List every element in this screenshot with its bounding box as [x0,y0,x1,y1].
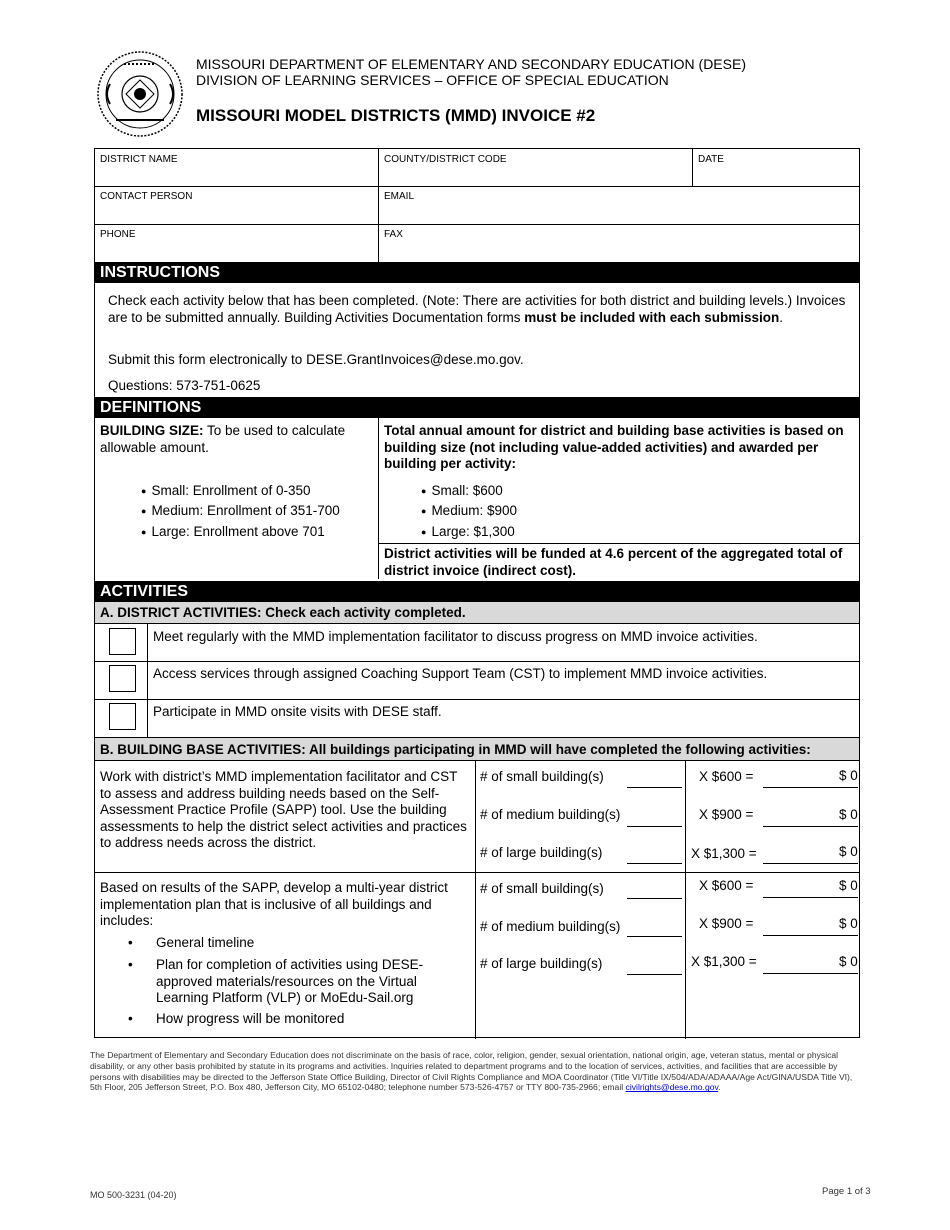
activities-heading: ACTIVITIES [95,581,859,601]
county-district-code-label: COUNTY/DISTRICT CODE [384,154,507,165]
rate-large-1: X $1,300 = [691,846,757,861]
large-count-label-2: # of large building(s) [480,956,603,971]
total-medium-1: $ 0 [839,807,858,822]
definitions-heading: DEFINITIONS [95,397,859,418]
building-activity-2: Based on results of the SAPP, develop a multi-year district implementation plan that is inclusive of all buildings and includes: [100,880,448,928]
submit-instructions: Submit this form electronically to DESE.GrantInvoices@dese.mo.gov. [108,352,524,367]
rate-small-1: X $600 = [699,769,754,784]
large-count-input-2[interactable] [627,974,682,975]
district-activity-3: Participate in MMD onsite visits with DESE staff. [153,704,442,719]
small-count-input-1[interactable] [627,787,682,788]
rate-large-2: X $1,300 = [691,954,757,969]
rate-medium-2: X $900 = [699,916,754,931]
building-activity-1: Work with district’s MMD implementation facilitator and CST to assess and address building needs based on the Self-Assessment Practice Profile (SAPP) tool. Use the building assessments to help the district select activities and practices to address needs across the district. [100,769,467,850]
size-medium: ● Medium: Enrollment of 351-700 [141,503,340,521]
medium-count-input-1[interactable] [627,826,682,827]
instructions-heading: INSTRUCTIONS [95,262,859,283]
county-district-code-field[interactable] [384,154,507,165]
size-large: ● Large: Enrollment above 701 [141,524,325,542]
questions-phone: Questions: 573-751-0625 [108,378,261,393]
amount-large: ● Large: $1,300 [421,524,515,542]
total-small-2: $ 0 [839,878,858,893]
nondiscrimination-notice: The Department of Elementary and Secondary Education does not discriminate on the basis of race, color, religion, gender, sexual orientation, national origin, age, veteran status, mental or physical disability, or any other basis prohibited by statute in its programs and activities. Inquiries related to department programs and to the location of services, activities, and facilities that are accessible by persons with disabilities may be directed to the Jefferson State Office Building, Director of Civil Rights Compliance and MOA Coordinator (Title VI/Title IX/504/ADA/ADAAA/Age Act/GINA/USDA Title VI), 5th Floor, 205 Jefferson Street, P.O. Box 480, Jefferson City, MO 65102-0480; telephone number 573-526-4757 or TTY 800-735-2966; email civilrights@dese.mo.gov. [90,1050,853,1093]
form-number: MO 500-3231 (04-20) [90,1190,177,1200]
district-activity-checkbox-2[interactable] [109,665,136,692]
plan-bullet-2: • Plan for completion of activities using DESE-approved materials/resources on the Virtual Learning Platform (VLP) or MoEdu-Sail.org [128,957,424,1005]
district-name-label: DISTRICT NAME [100,154,178,165]
size-small: ● Small: Enrollment of 0-350 [141,483,311,501]
amount-small: ● Small: $600 [421,483,503,501]
small-count-input-2[interactable] [627,898,682,899]
total-large-2: $ 0 [839,954,858,969]
instructions-text: Check each activity below that has been completed. (Note: There are activities for both district and building levels.) Invoices are to be submitted annually. Building Activities Documentation forms must be included with each submission. [108,293,846,325]
missouri-state-seal [96,50,184,138]
district-funding-note: District activities will be funded at 4.6 percent of the aggregated total of district invoice (indirect cost). [384,546,843,578]
district-activity-checkbox-3[interactable] [109,703,136,730]
small-count-label-1: # of small building(s) [480,769,604,784]
large-count-input-1[interactable] [627,863,682,864]
phone-field[interactable] [100,229,136,240]
district-activity-1: Meet regularly with the MMD implementation facilitator to discuss progress on MMD invoice activities. [153,629,758,644]
contact-person-field[interactable] [100,191,192,202]
large-count-label-1: # of large building(s) [480,845,603,860]
total-amount-definition: Total annual amount for district and building base activities is based on building size (not including value-added activities) and awarded per building per activity: [384,423,844,471]
plan-bullet-3: • How progress will be monitored [128,1011,345,1026]
amount-medium: ● Medium: $900 [421,503,517,521]
email-field[interactable] [384,191,414,202]
division-name: DIVISION OF LEARNING SERVICES – OFFICE OF SPECIAL EDUCATION [196,72,669,88]
medium-count-label-2: # of medium building(s) [480,919,621,934]
invoice-form [94,148,860,1038]
medium-count-label-1: # of medium building(s) [480,807,621,822]
rate-medium-1: X $900 = [699,807,754,822]
email-label: EMAIL [384,191,415,202]
civil-rights-email-link[interactable]: civilrights@dese.mo.gov [625,1082,719,1093]
building-size-definition: BUILDING SIZE: To be used to calculate allowable amount. [100,423,346,455]
fax-label: FAX [384,229,403,240]
phone-label: PHONE [100,229,136,240]
total-large-1: $ 0 [839,844,858,859]
date-field[interactable] [698,154,724,165]
medium-count-input-2[interactable] [627,936,682,937]
plan-bullet-1: • General timeline [128,935,255,950]
district-activities-heading: A. DISTRICT ACTIVITIES: Check each activity completed. [95,601,859,624]
total-small-1: $ 0 [839,768,858,783]
page-title: MISSOURI MODEL DISTRICTS (MMD) INVOICE #2 [196,106,596,125]
page-number: Page 1 of 3 [822,1186,871,1197]
fax-field[interactable] [384,229,403,240]
district-activity-checkbox-1[interactable] [109,628,136,655]
date-label: DATE [698,154,724,165]
building-activities-heading: B. BUILDING BASE ACTIVITIES: All buildings participating in MMD will have completed the following activities: [95,737,859,761]
district-activity-2: Access services through assigned Coaching Support Team (CST) to implement MMD invoice activities. [153,666,768,681]
rate-small-2: X $600 = [699,878,754,893]
department-name: MISSOURI DEPARTMENT OF ELEMENTARY AND SECONDARY EDUCATION (DESE) [196,56,746,72]
small-count-label-2: # of small building(s) [480,881,604,896]
district-name-field[interactable] [100,154,178,165]
total-medium-2: $ 0 [839,916,858,931]
contact-person-label: CONTACT PERSON [100,191,193,202]
